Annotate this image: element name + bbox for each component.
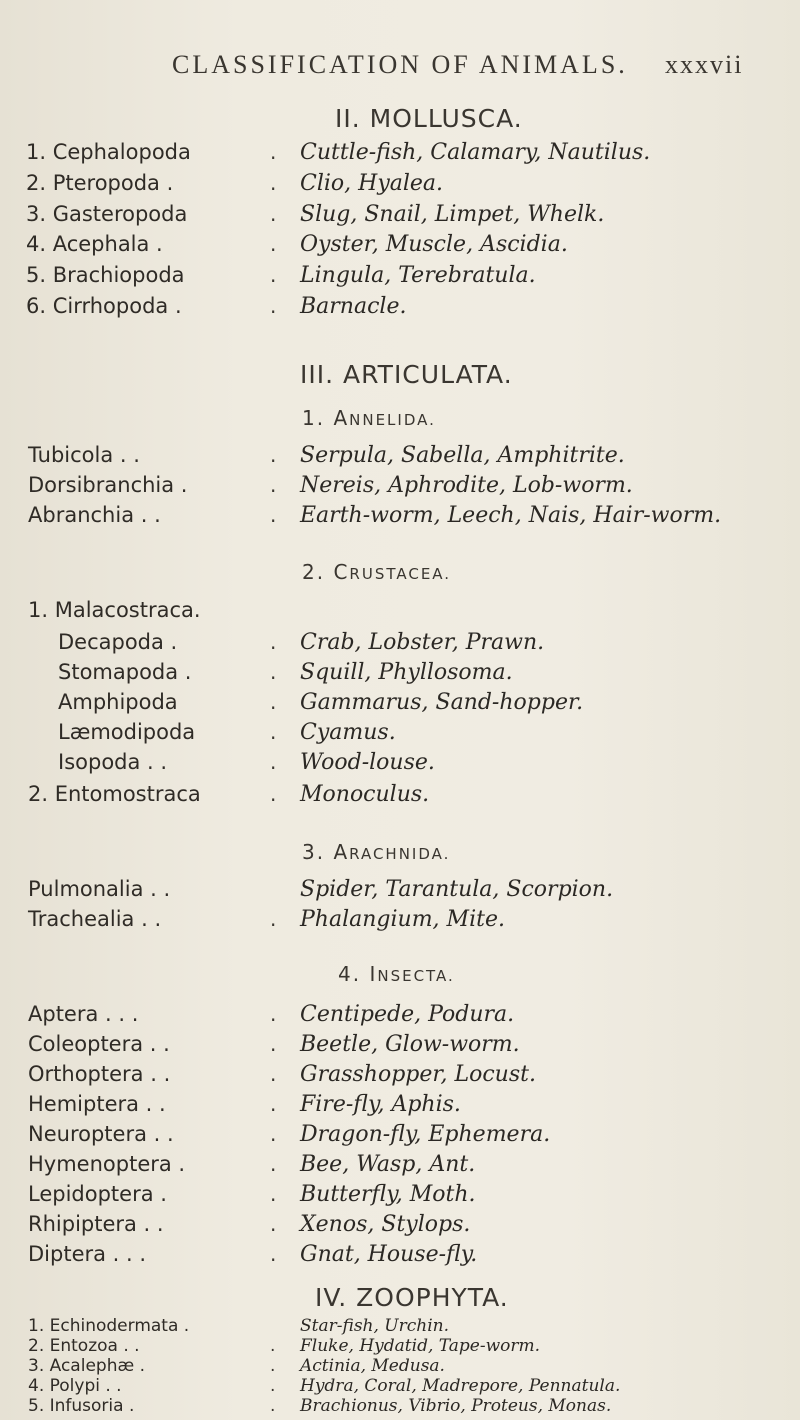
order-name: Abranchia . . [28,503,161,527]
running-head [0,50,800,90]
subheading-annelida [302,406,436,430]
table-row [0,140,800,170]
examples: Hydra, Coral, Madrepore, Pennatula. [300,1376,621,1396]
examples: Grasshopper, Locust. [300,1062,536,1087]
order-name: Isopoda . . [58,750,168,774]
leader-dots: . [270,1032,277,1056]
leader-dots: . [270,1376,276,1396]
subheading-crustacea [302,560,451,584]
table-row [0,720,800,750]
table-row [0,1032,800,1062]
order-name: Læmodipoda [58,720,196,744]
class-name: 2. Pteropoda . [26,171,174,195]
order-name: Neuroptera . . [28,1122,174,1146]
leader-dots: . [270,263,277,287]
examples: Gnat, House-fly. [300,1242,478,1267]
subheading-initial: A [333,840,350,864]
examples: Earth-worm, Leech, Nais, Hair-worm. [300,503,722,528]
table-row [0,171,800,201]
table-row [0,1336,800,1356]
examples: Lingula, Terebratula. [300,263,536,288]
table-row [0,1182,800,1212]
table-row [0,294,800,324]
leader-dots: . [270,140,277,164]
examples: Star-fish, Urchin. [300,1316,450,1336]
table-row [0,690,800,720]
examples: Cuttle-fish, Calamary, Nautilus. [300,140,651,165]
class-name: 6. Cirrhopoda . [26,294,182,318]
leader-dots: . [270,503,277,527]
table-row [0,1212,800,1242]
leader-dots: . [270,232,277,256]
table-row [0,782,800,812]
class-name: 1. Cephalopoda [26,140,191,164]
section-heading-zoophyta: IV. ZOOPHYTA. [315,1283,509,1312]
examples: Xenos, Stylops. [300,1212,471,1237]
table-row [0,263,800,293]
order-name: Stomapoda . [58,660,192,684]
subheading-initial: C [333,560,350,584]
order-name: Amphipoda [58,690,178,714]
leader-dots: . [270,690,277,714]
order-name: Dorsibranchia . [28,473,188,497]
examples: Barnacle. [300,294,407,319]
examples: Monoculus. [300,782,430,807]
table-row [0,1062,800,1092]
table-row [0,750,800,780]
examples: Nereis, Aphrodite, Lob-worm. [300,473,633,498]
examples: Dragon-fly, Ephemera. [300,1122,551,1147]
table-row [0,1396,800,1416]
leader-dots: . [270,1336,276,1356]
leader-dots: . [270,1092,277,1116]
order-name: Coleoptera . . [28,1032,170,1056]
examples: Clio, Hyalea. [300,171,444,196]
running-head-title: CLASSIFICATION OF ANIMALS. [172,50,628,79]
examples: Gammarus, Sand-hopper. [300,690,584,715]
order-name: Decapoda . [58,630,178,654]
leader-dots: . [270,1212,277,1236]
subheading-number: 4. [338,962,362,986]
class-name: 5. Brachiopoda [26,263,185,287]
leader-dots: . [270,1152,277,1176]
class-name: 4. Polypi . . [28,1376,122,1396]
examples: Fluke, Hydatid, Tape-worm. [300,1336,541,1356]
leader-dots: . [270,1242,277,1266]
examples: Oyster, Muscle, Ascidia. [300,232,568,257]
table-row [0,660,800,690]
table-row [0,1002,800,1032]
table-row [0,1356,800,1376]
table-row [0,202,800,232]
leader-dots: . [270,750,277,774]
order-name: Rhipiptera . . [28,1212,164,1236]
table-row [0,232,800,262]
examples: Phalangium, Mite. [300,907,505,932]
table-row [0,1316,800,1336]
order-name: 1. Malacostraca. [28,598,201,622]
examples: Actinia, Medusa. [300,1356,445,1376]
page-number: xxxvii [665,50,744,79]
subheading-insecta [338,962,455,986]
order-name: Orthoptera . . [28,1062,171,1086]
examples: Squill, Phyllosoma. [300,660,513,685]
class-name: 3. Gasteropoda [26,202,188,226]
leader-dots: . [270,473,277,497]
table-row [0,907,800,937]
subheading-number: 3. [302,840,326,864]
leader-dots: . [270,1356,276,1376]
examples: Centipede, Podura. [300,1002,515,1027]
order-name: Hemiptera . . [28,1092,166,1116]
table-row [0,1122,800,1152]
section-heading-articulata: III. ARTICULATA. [300,360,513,389]
leader-dots: . [270,202,277,226]
table-row [0,503,800,533]
leader-dots: . [270,1396,276,1416]
leader-dots: . [270,294,277,318]
class-name: 2. Entozoa . . [28,1336,140,1356]
order-name: Pulmonalia . . [28,877,171,901]
leader-dots: . [270,1062,277,1086]
section-heading-mollusca: II. MOLLUSCA. [335,104,523,133]
subheading-number: 1. [302,406,326,430]
leader-dots: . [270,443,277,467]
subheading-rest: NNELIDA. [349,411,436,429]
subheading-rest: RUSTACEA. [349,565,452,583]
table-row [0,1152,800,1182]
leader-dots: . [270,660,277,684]
subheading-initial: I [369,962,378,986]
leader-dots: . [270,630,277,654]
leader-dots: . [270,720,277,744]
leader-dots: . [270,1182,277,1206]
order-name: Aptera . . . [28,1002,139,1026]
order-name: 2. Entomostraca [28,782,201,806]
table-row [0,877,800,907]
examples: Serpula, Sabella, Amphitrite. [300,443,625,468]
subheading-arachnida [302,840,450,864]
examples: Fire-fly, Aphis. [300,1092,461,1117]
examples: Butterfly, Moth. [300,1182,476,1207]
class-name: 5. Infusoria . [28,1396,135,1416]
leader-dots: . [270,782,277,806]
table-row [0,1376,800,1396]
examples: Cyamus. [300,720,396,745]
examples: Brachionus, Vibrio, Proteus, Monas. [300,1396,612,1416]
table-row [0,598,800,628]
subheading-rest: NSECTA. [377,967,455,985]
order-name: Diptera . . . [28,1242,147,1266]
table-row [0,630,800,660]
examples: Slug, Snail, Limpet, Whelk. [300,202,605,227]
order-name: Lepidoptera . [28,1182,167,1206]
order-name: Tubicola . . [28,443,140,467]
examples: Beetle, Glow-worm. [300,1032,520,1057]
subheading-initial: A [333,406,350,430]
table-row [0,473,800,503]
order-name: Trachealia . . [28,907,162,931]
class-name: 1. Echinodermata . [28,1316,190,1336]
table-row [0,443,800,473]
leader-dots: . [270,907,277,931]
leader-dots: . [270,1002,277,1026]
examples: Crab, Lobster, Prawn. [300,630,545,655]
subheading-rest: RACHNIDA. [349,845,451,863]
table-row [0,1242,800,1272]
table-row [0,1092,800,1122]
subheading-number: 2. [302,560,326,584]
examples: Spider, Tarantula, Scorpion. [300,877,614,902]
leader-dots: . [270,1122,277,1146]
leader-dots: . [270,171,277,195]
class-name: 3. Acalephæ . [28,1356,145,1376]
order-name: Hymenoptera . [28,1152,186,1176]
examples: Wood-louse. [300,750,435,775]
class-name: 4. Acephala . [26,232,163,256]
examples: Bee, Wasp, Ant. [300,1152,476,1177]
